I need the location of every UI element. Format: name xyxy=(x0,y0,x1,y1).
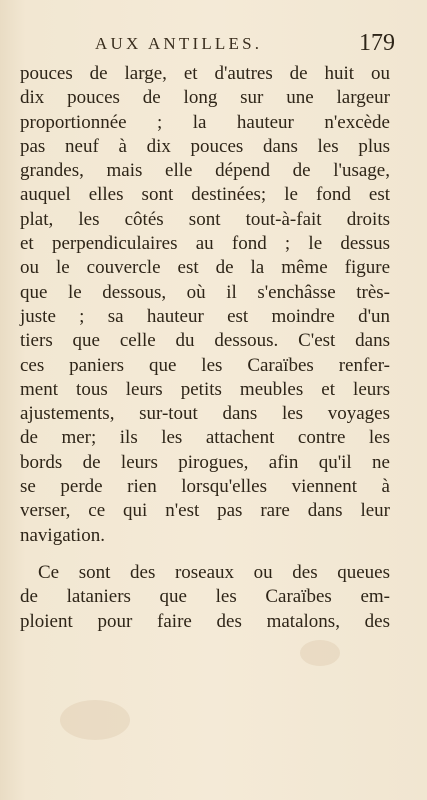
text-line: ajustements, sur-tout dans les voyages xyxy=(20,403,390,425)
text-line: proportionnée ; la hauteur n'excède xyxy=(20,111,390,133)
text-line: Ce sont des roseaux ou des queues xyxy=(38,561,390,583)
paper-stain xyxy=(300,640,340,666)
text-line: dix pouces de long sur une largeur xyxy=(20,87,390,109)
paper-stain xyxy=(60,700,130,740)
text-line: ment tous leurs petits meubles et leurs xyxy=(20,378,390,400)
text-line: de mer; ils les attachent contre les xyxy=(20,427,390,449)
running-head xyxy=(95,30,395,56)
text-line: ces paniers que les Caraïbes renfer- xyxy=(20,354,390,376)
page-number: 179 xyxy=(359,30,395,56)
text-line: ploient pour faire des matalons, des xyxy=(20,610,390,632)
text-line: grandes, mais elle dépend de l'usage, xyxy=(20,160,390,182)
paragraph-break xyxy=(20,548,390,561)
text-line: que le dessous, où il s'enchâsse très- xyxy=(20,281,390,303)
body-text xyxy=(20,62,390,634)
text-line: pouces de large, et d'autres de huit ou xyxy=(20,63,390,84)
text-line: verser, ce qui n'est pas rare dans leur xyxy=(20,500,390,522)
text-line: et perpendiculaires au fond ; le dessus xyxy=(20,233,390,255)
text-line: se perde rien lorsqu'elles viennent à xyxy=(20,476,390,498)
text-line: pas neuf à dix pouces dans les plus xyxy=(20,135,390,157)
text-line: juste ; sa hauteur est moindre d'un xyxy=(20,305,390,327)
text-line: plat, les côtés sont tout-à-fait droits xyxy=(20,208,390,230)
running-title: AUX ANTILLES. xyxy=(95,34,263,53)
text-line: navigation. xyxy=(20,524,105,546)
text-line: bords de leurs pirogues, afin qu'il ne xyxy=(20,451,390,473)
text-line: auquel elles sont destinées; le fond est xyxy=(20,184,390,206)
text-line: de lataniers que les Caraïbes em- xyxy=(20,586,390,608)
text-line: tiers que celle du dessous. C'est dans xyxy=(20,330,390,352)
text-line: ou le couvercle est de la même figure xyxy=(20,257,390,279)
